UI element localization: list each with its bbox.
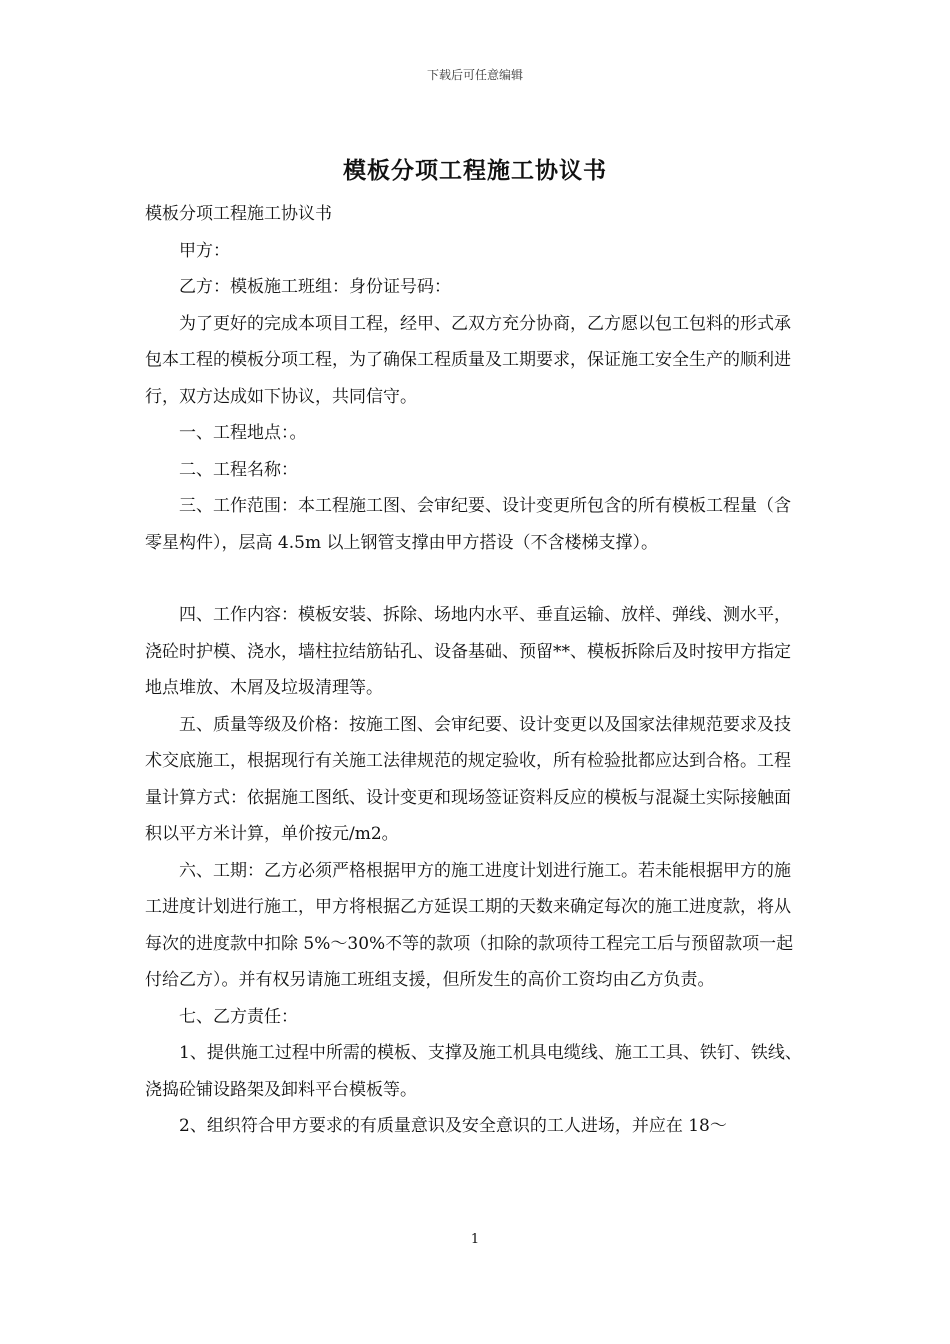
clause-6-schedule: 六、工期：乙方必须严格根据甲方的施工进度计划进行施工。若未能根据甲方的施工进度计划进行施工，甲方将根据乙方延误工期的天数来确定每次的施工进度款，将从每次的进度款中扣除 5%～30%不等的款项（扣除的款项待工程完工后与预留款项一起付给乙方）。并有权另请施工班组支援，但所发生的高价工资均由乙方负责。 (145, 860, 794, 990)
clause-7-item-1: 1、提供施工过程中所需的模板、支撑及施工机具电缆线、施工工具、铁钉、铁线、浇捣砼铺设路架及卸料平台模板等。 (145, 1043, 802, 1100)
party-a-line: 甲方： (179, 240, 230, 261)
clause-7-item-2: 2、组织符合甲方要求的有质量意识及安全意识的工人进场，并应在 18～ (179, 1116, 727, 1136)
clause-5-quality-price: 五、质量等级及价格：按施工图、会审纪要、设计变更以及国家法律规范要求及技术交底施工，根据现行有关施工法律规范的规定验收，所有检验批都应达到合格。工程量计算方式：依据施工图纸、设计变更和现场签证资料反应的模板与混凝土实际接触面积以平方米计算，单价按元/m2。 (145, 714, 791, 844)
blank-line (145, 561, 807, 597)
clause-2-project-name: 二、工程名称： (179, 459, 298, 480)
document-body (145, 196, 807, 1145)
clause-3-scope: 三、工作范围：本工程施工图、会审纪要、设计变更所包含的所有模板工程量（含零星构件），层高 4.5m 以上钢管支撑由甲方搭设（不含楼梯支撑）。 (145, 496, 791, 553)
document-title: 模板分项工程施工协议书 (343, 157, 607, 184)
page-header: 下载后可任意编辑 (426, 68, 523, 82)
clause-1-location: 一、工程地点：。 (179, 423, 307, 443)
party-b-line: 乙方：模板施工班组：身份证号码： (179, 277, 451, 297)
intro-paragraph: 为了更好的完成本项目工程，经甲、乙双方充分协商，乙方愿以包工包料的形式承包本工程的模板分项工程，为了确保工程质量及工期要求，保证施工安全生产的顺利进行，双方达成如下协议，共同信守。 (145, 313, 791, 407)
page-number: 1 (470, 1232, 480, 1247)
clause-4-work-content: 四、工作内容：模板安装、拆除、场地内水平、垂直运输、放样、弹线、测水平，浇砼时护模、浇水，墙柱拉结筋钻孔、设备基础、预留**、模板拆除后及时按甲方指定地点堆放、木屑及垃圾清理等。 (145, 605, 791, 698)
subtitle-line: 模板分项工程施工协议书 (145, 204, 332, 224)
clause-7-heading: 七、乙方责任： (179, 1006, 298, 1027)
